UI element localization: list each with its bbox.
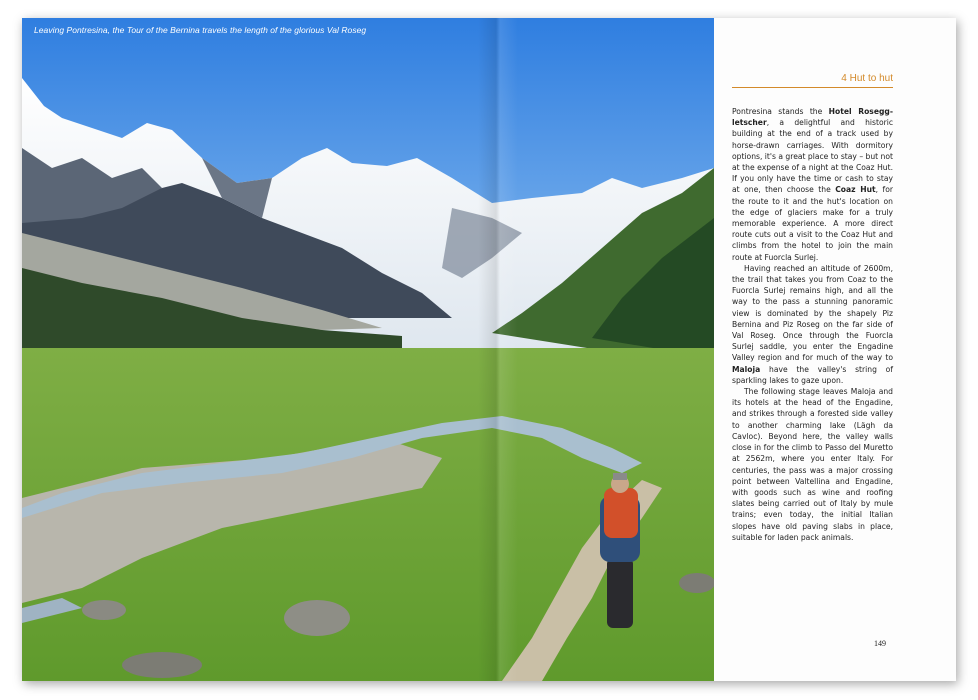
valley-photo bbox=[22, 18, 714, 681]
photo-caption: Leaving Pontresina, the Tour of the Bernina travels the length of the glorious Val Roseg bbox=[34, 25, 367, 35]
text-run: Pontresina stands the bbox=[732, 107, 829, 116]
heading-rule bbox=[732, 87, 893, 88]
body-text bbox=[732, 106, 893, 543]
bold-run: Coaz Hut bbox=[835, 185, 876, 195]
text-run: , for the route to it and the hut's location on the edge of glaciers make for a truly memorable experience. A more direct route cuts out a visit to the Coaz Hut and climbs from the hotel to join the main route at Fuorcla Surlej. bbox=[732, 185, 893, 262]
bold-run: Hotel Rosegg-letscher bbox=[732, 107, 893, 128]
page-number: 149 bbox=[874, 639, 886, 648]
paragraph bbox=[732, 106, 893, 263]
text-page bbox=[714, 18, 956, 681]
text-run: , a delightful and historic building at the end of a track used by horse-drawn carriages. With dormitory options, it's a great place to stay – but not at the expense of a night at the Coaz Hut. If you only have the time or cash to stay at one, then choose the bbox=[732, 118, 893, 195]
paragraph bbox=[732, 386, 893, 543]
text-run: Having reached an altitude of 2600m, the trail that takes you from Coaz to the Fuorcla Surlej remains high, and all the way to the pass a stunning panoramic view is dominated by the shapely Piz Bernina and Piz Roseg on the far side of Val Roseg. Once through the Fuorcla Surlej saddle, you enter the Engadine Valley region and for much of the way to bbox=[732, 263, 893, 363]
chapter-heading: 4 Hut to hut bbox=[841, 73, 893, 84]
text-run: have the valley's string of sparkling lakes to gaze upon. bbox=[732, 364, 893, 385]
book-spread bbox=[22, 18, 956, 681]
page-gutter bbox=[478, 18, 518, 681]
bold-run: Maloja bbox=[732, 364, 761, 374]
text-run: The following stage leaves Maloja and its hotels at the head of the Engadine, and strikes through a forested side valley to another charming lake (Lägh da Cavloc). Beyond here, the valley walls close in for the climb to Passo del Muretto at 2562m, where you enter Italy. For centuries, the pass was a major crossing point between Valtellina and Engadine, with goods such as wine and roofing slates being carried out of Italy by mule trains; even today, the initial Italian slopes have old paving slabs in place, suitable for laden pack animals. bbox=[732, 387, 893, 542]
mountain-landscape-image bbox=[22, 18, 714, 681]
paragraph bbox=[732, 263, 893, 386]
